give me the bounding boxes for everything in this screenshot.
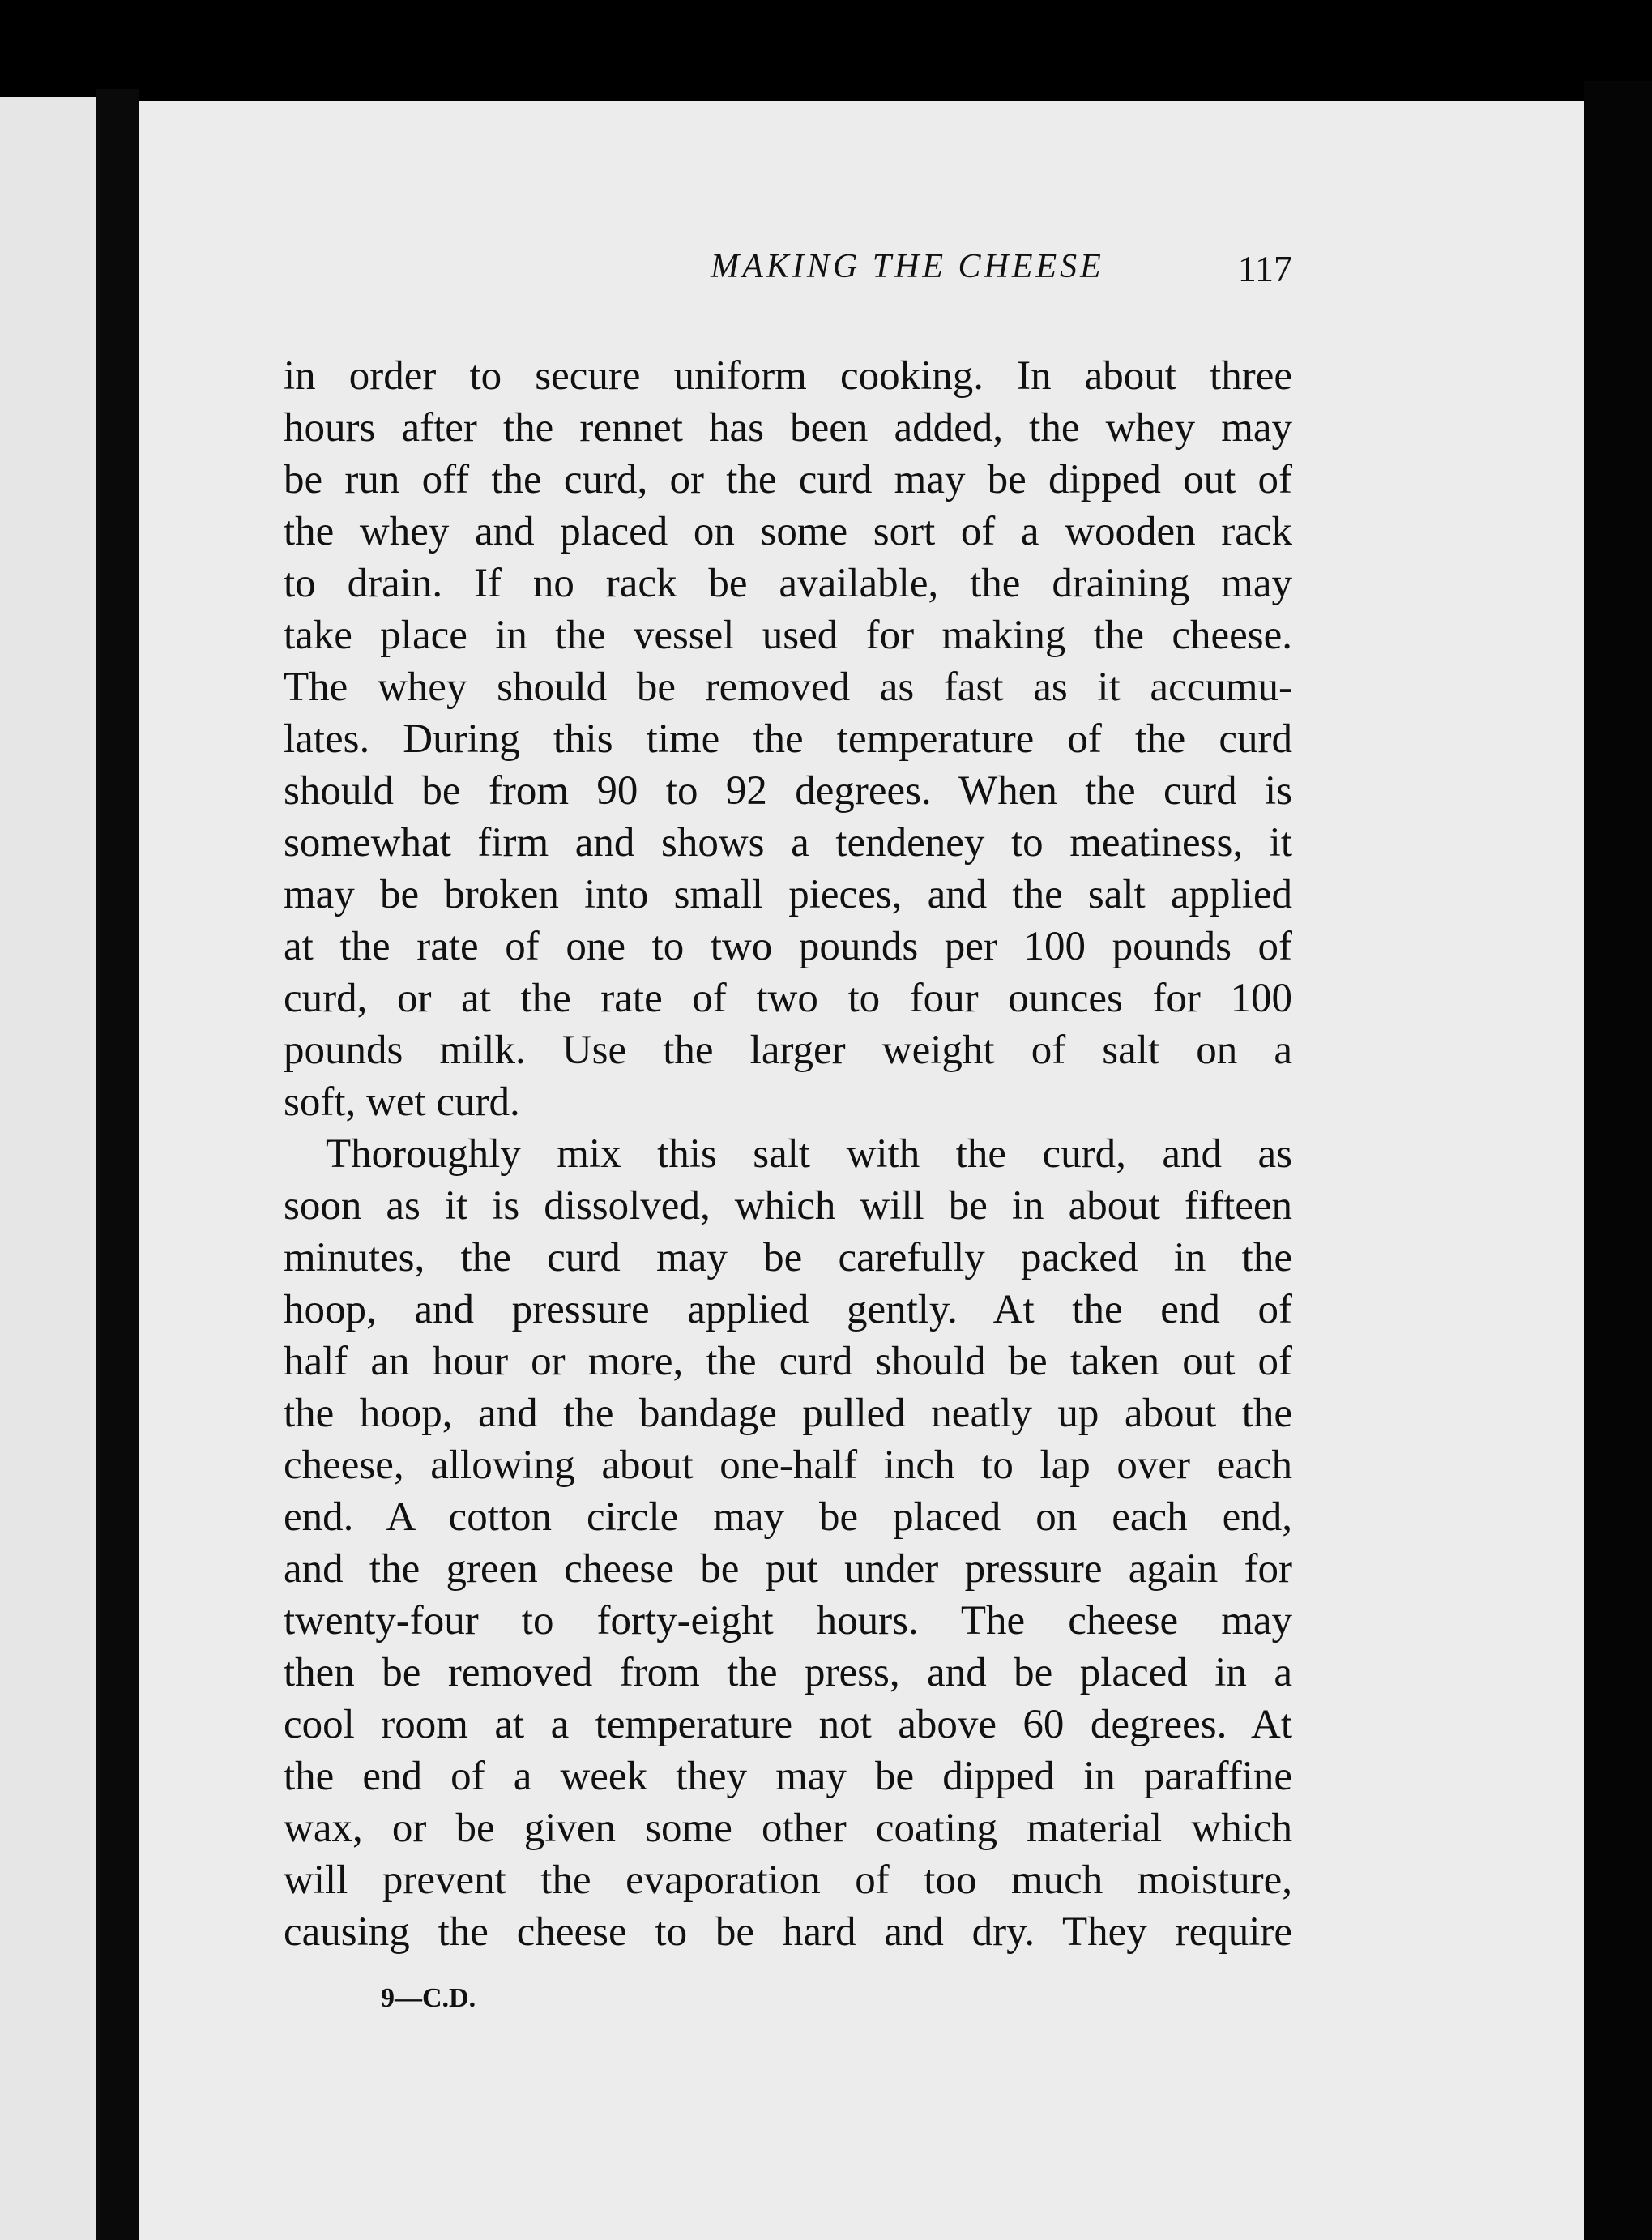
text-line: causing the cheese to be hard and dry. They require <box>284 1909 1292 1955</box>
text-line: the end of a week they may be dipped in paraffine <box>284 1754 1292 1799</box>
text-line: may be broken into small pieces, and the salt applied <box>284 872 1292 917</box>
body-text <box>284 350 1292 1958</box>
text-line: twenty-four to forty-eight hours. The cheese may <box>284 1598 1292 1644</box>
text-line: soon as it is dissolved, which will be in about fifteen <box>284 1183 1292 1229</box>
text-line: should be from 90 to 92 degrees. When the curd is <box>284 768 1292 814</box>
text-line: somewhat firm and shows a tendeney to meatiness, it <box>284 820 1292 866</box>
text-line: hoop, and pressure applied gently. At the end of <box>284 1287 1292 1332</box>
text-line: curd, or at the rate of two to four ounces for 100 <box>284 976 1292 1021</box>
text-line: be run off the curd, or the curd may be dipped out of <box>284 457 1292 502</box>
text-line: and the green cheese be put under pressure again for <box>284 1546 1292 1592</box>
text-line: pounds milk. Use the larger weight of salt on a <box>284 1028 1292 1073</box>
text-line: minutes, the curd may be carefully packed in the <box>284 1235 1292 1280</box>
text-line: will prevent the evaporation of too much moisture, <box>284 1857 1292 1903</box>
text-line: soft, wet curd. <box>284 1079 520 1125</box>
text-line: Thoroughly mix this salt with the curd, and as <box>326 1131 1292 1177</box>
text-line: lates. During this time the temperature of the curd <box>284 716 1292 762</box>
text-line: then be removed from the press, and be placed in a <box>284 1650 1292 1695</box>
text-line: the whey and placed on some sort of a wooden rack <box>284 509 1292 554</box>
previous-page-edge <box>0 97 96 2240</box>
running-head: MAKING THE CHEESE <box>711 248 1104 285</box>
paragraph <box>284 350 1292 1128</box>
text-line: The whey should be removed as fast as it accumu- <box>284 665 1292 710</box>
book-gutter <box>96 89 139 2240</box>
text-line: hours after the rennet has been added, the whey may <box>284 405 1292 451</box>
text-line: to drain. If no rack be available, the draining may <box>284 561 1292 606</box>
paragraph <box>284 1128 1292 1958</box>
text-line: half an hour or more, the curd should be taken out of <box>284 1339 1292 1384</box>
text-line: cool room at a temperature not above 60 degrees. At <box>284 1702 1292 1747</box>
scan-border-right <box>1584 81 1652 2240</box>
text-line: take place in the vessel used for making the cheese. <box>284 613 1292 658</box>
text-line: wax, or be given some other coating material which <box>284 1806 1292 1851</box>
text-line: end. A cotton circle may be placed on each end, <box>284 1494 1292 1540</box>
text-line: in order to secure uniform cooking. In about three <box>284 353 1292 399</box>
text-line: at the rate of one to two pounds per 100 pounds of <box>284 924 1292 969</box>
signature-mark: 9—C.D. <box>381 1983 476 2013</box>
page-number: 117 <box>1237 248 1292 289</box>
text-line: the hoop, and the bandage pulled neatly up about the <box>284 1391 1292 1436</box>
text-line: cheese, allowing about one-half inch to lap over each <box>284 1443 1292 1488</box>
